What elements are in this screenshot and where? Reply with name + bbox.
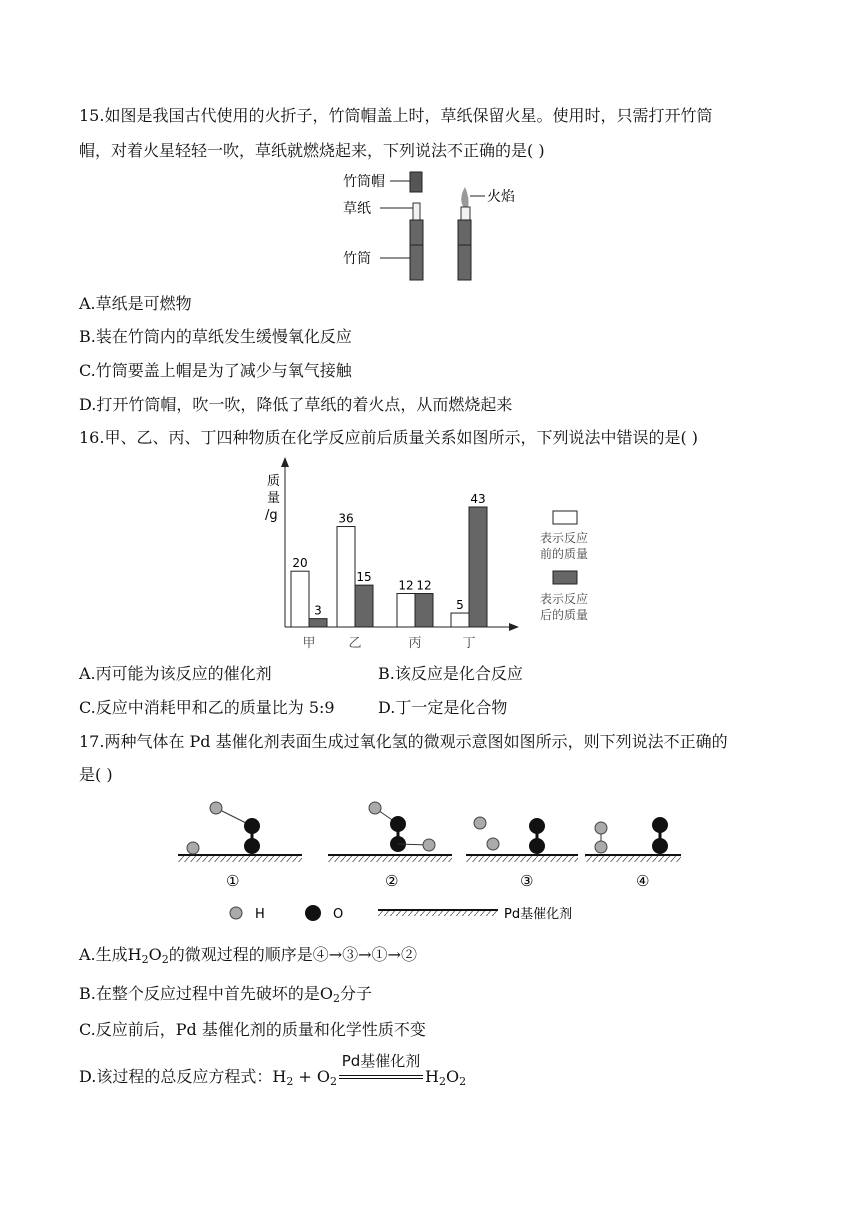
bar-value-label: 36 bbox=[338, 511, 354, 526]
q15-stem-line1: 15.如图是我国古代使用的火折子，竹筒帽盖上时，草纸保留火星。使用时，只需打开竹筒 bbox=[79, 106, 713, 125]
bar-value-label: 12 bbox=[416, 578, 432, 593]
o2-formula: $O_2$ bbox=[319, 984, 340, 1005]
bar-after-2 bbox=[355, 585, 373, 627]
legend-h-label: H bbox=[255, 907, 265, 922]
legend-after-line1: 表示反应 bbox=[540, 592, 589, 606]
bar-after-3 bbox=[415, 594, 433, 627]
legend-catalyst-label: Pd基催化剂 bbox=[504, 907, 573, 922]
paper-label: 草纸 bbox=[343, 201, 371, 217]
step-label-3: ③ bbox=[520, 872, 534, 890]
catalyst-mechanism-figure bbox=[170, 795, 690, 930]
q17-d-prefix: D.该过程的总反应方程式： bbox=[79, 1067, 273, 1086]
legend-before-line1: 表示反应 bbox=[540, 531, 589, 545]
bar-value-label: 5 bbox=[456, 598, 464, 613]
h2o2-formula: $H_2O_2$ bbox=[127, 945, 169, 966]
step4-molecules bbox=[595, 817, 668, 854]
q17-b-suffix: 分子 bbox=[339, 984, 372, 1003]
bar-after-1 bbox=[309, 619, 327, 627]
legend-after-line2: 后的质量 bbox=[540, 608, 589, 622]
bar-before-3 bbox=[397, 594, 415, 627]
mass-bar-chart bbox=[255, 455, 615, 655]
step-label-2: ② bbox=[385, 872, 399, 890]
q17-b-prefix: B.在整个反应过程中首先破坏的是 bbox=[79, 984, 320, 1003]
bar-after-4 bbox=[469, 507, 487, 627]
legend-o-atom-icon bbox=[305, 905, 321, 921]
category-label: 甲 bbox=[302, 636, 316, 651]
reaction-condition: Pd基催化剂 bbox=[341, 1052, 421, 1070]
q15-option-b: B.装在竹筒内的草纸发生缓慢氧化反应 bbox=[79, 327, 352, 346]
q16-option-d: D.丁一定是化合物 bbox=[378, 698, 508, 717]
bamboo-cap-shape bbox=[410, 172, 422, 192]
reaction-arrow bbox=[337, 1052, 425, 1088]
bar-before-1 bbox=[291, 571, 309, 627]
ylabel-char-3: /g bbox=[265, 508, 278, 523]
tube-label: 竹筒 bbox=[343, 251, 371, 267]
q15-option-d: D.打开竹筒帽，吹一吹，降低了草纸的着火点，从而燃烧起来 bbox=[79, 395, 513, 414]
cap-label: 竹筒帽 bbox=[343, 174, 385, 190]
q16-option-c: C.反应中消耗甲和乙的质量比为 5:9 bbox=[79, 698, 335, 717]
q16-option-b: B.该反应是化合反应 bbox=[378, 664, 523, 683]
bar-value-label: 15 bbox=[356, 570, 372, 585]
q17-option-a bbox=[79, 944, 417, 971]
bar-value-label: 3 bbox=[314, 603, 322, 618]
category-label: 丙 bbox=[408, 636, 422, 651]
ylabel-char-2: 量 bbox=[267, 491, 281, 506]
bar-value-label: 20 bbox=[292, 556, 308, 571]
bar-before-4 bbox=[451, 613, 469, 627]
bar-value-label: 12 bbox=[398, 578, 414, 593]
fire-starter-figure bbox=[330, 165, 530, 285]
bar-value-label: 43 bbox=[470, 492, 486, 506]
step-label-4: ④ bbox=[636, 872, 650, 890]
flame-icon bbox=[461, 187, 468, 208]
q17-option-d bbox=[79, 1052, 467, 1093]
reactants-formula: $H_2 + O_2$ bbox=[272, 1067, 338, 1088]
legend-after-swatch bbox=[553, 571, 577, 584]
catalyst-surfaces bbox=[178, 854, 681, 862]
ylabel-char-1: 质 bbox=[267, 474, 281, 489]
step1-molecules bbox=[187, 802, 260, 854]
legend-catalyst-line bbox=[378, 909, 498, 911]
q17-option-c: C.反应前后，Pd 基催化剂的质量和化学性质不变 bbox=[79, 1020, 426, 1039]
q15-stem-line2: 帽，对着火星轻轻一吹，草纸就燃烧起来，下列说法不正确的是( ) bbox=[79, 141, 545, 160]
q16-stem: 16.甲、乙、丙、丁四种物质在化学反应前后质量关系如图所示，下列说法中错误的是( ) bbox=[79, 428, 699, 447]
q17-option-b bbox=[79, 983, 372, 1010]
q17-a-prefix: A.生成 bbox=[79, 945, 128, 964]
category-label: 丁 bbox=[462, 636, 476, 651]
step2-molecules bbox=[369, 802, 435, 852]
product-formula: $H_2O_2$ bbox=[425, 1067, 467, 1088]
q17-stem-line2: 是( ) bbox=[79, 765, 113, 784]
legend-before-swatch bbox=[553, 511, 577, 524]
category-label: 乙 bbox=[348, 636, 362, 651]
legend-o-label: O bbox=[333, 907, 344, 922]
q16-option-a: A.丙可能为该反应的催化剂 bbox=[79, 664, 272, 683]
q15-option-c: C.竹筒要盖上帽是为了减少与氧气接触 bbox=[79, 361, 352, 380]
step-label-1: ① bbox=[226, 872, 240, 890]
step3-molecules bbox=[474, 817, 545, 854]
bamboo-tube-shape bbox=[410, 220, 423, 280]
q15-option-a: A.草纸是可燃物 bbox=[79, 294, 192, 313]
bar-before-2 bbox=[337, 527, 355, 627]
legend-h-atom-icon bbox=[230, 907, 242, 919]
flame-label: 火焰 bbox=[487, 189, 515, 205]
legend-before-line2: 前的质量 bbox=[540, 547, 589, 561]
q17-a-suffix: 的微观过程的顺序是④→③→①→② bbox=[168, 945, 417, 964]
q17-stem-line1: 17.两种气体在 Pd 基催化剂表面生成过氧化氢的微观示意图如图所示，则下列说法不正确的 bbox=[79, 732, 728, 751]
